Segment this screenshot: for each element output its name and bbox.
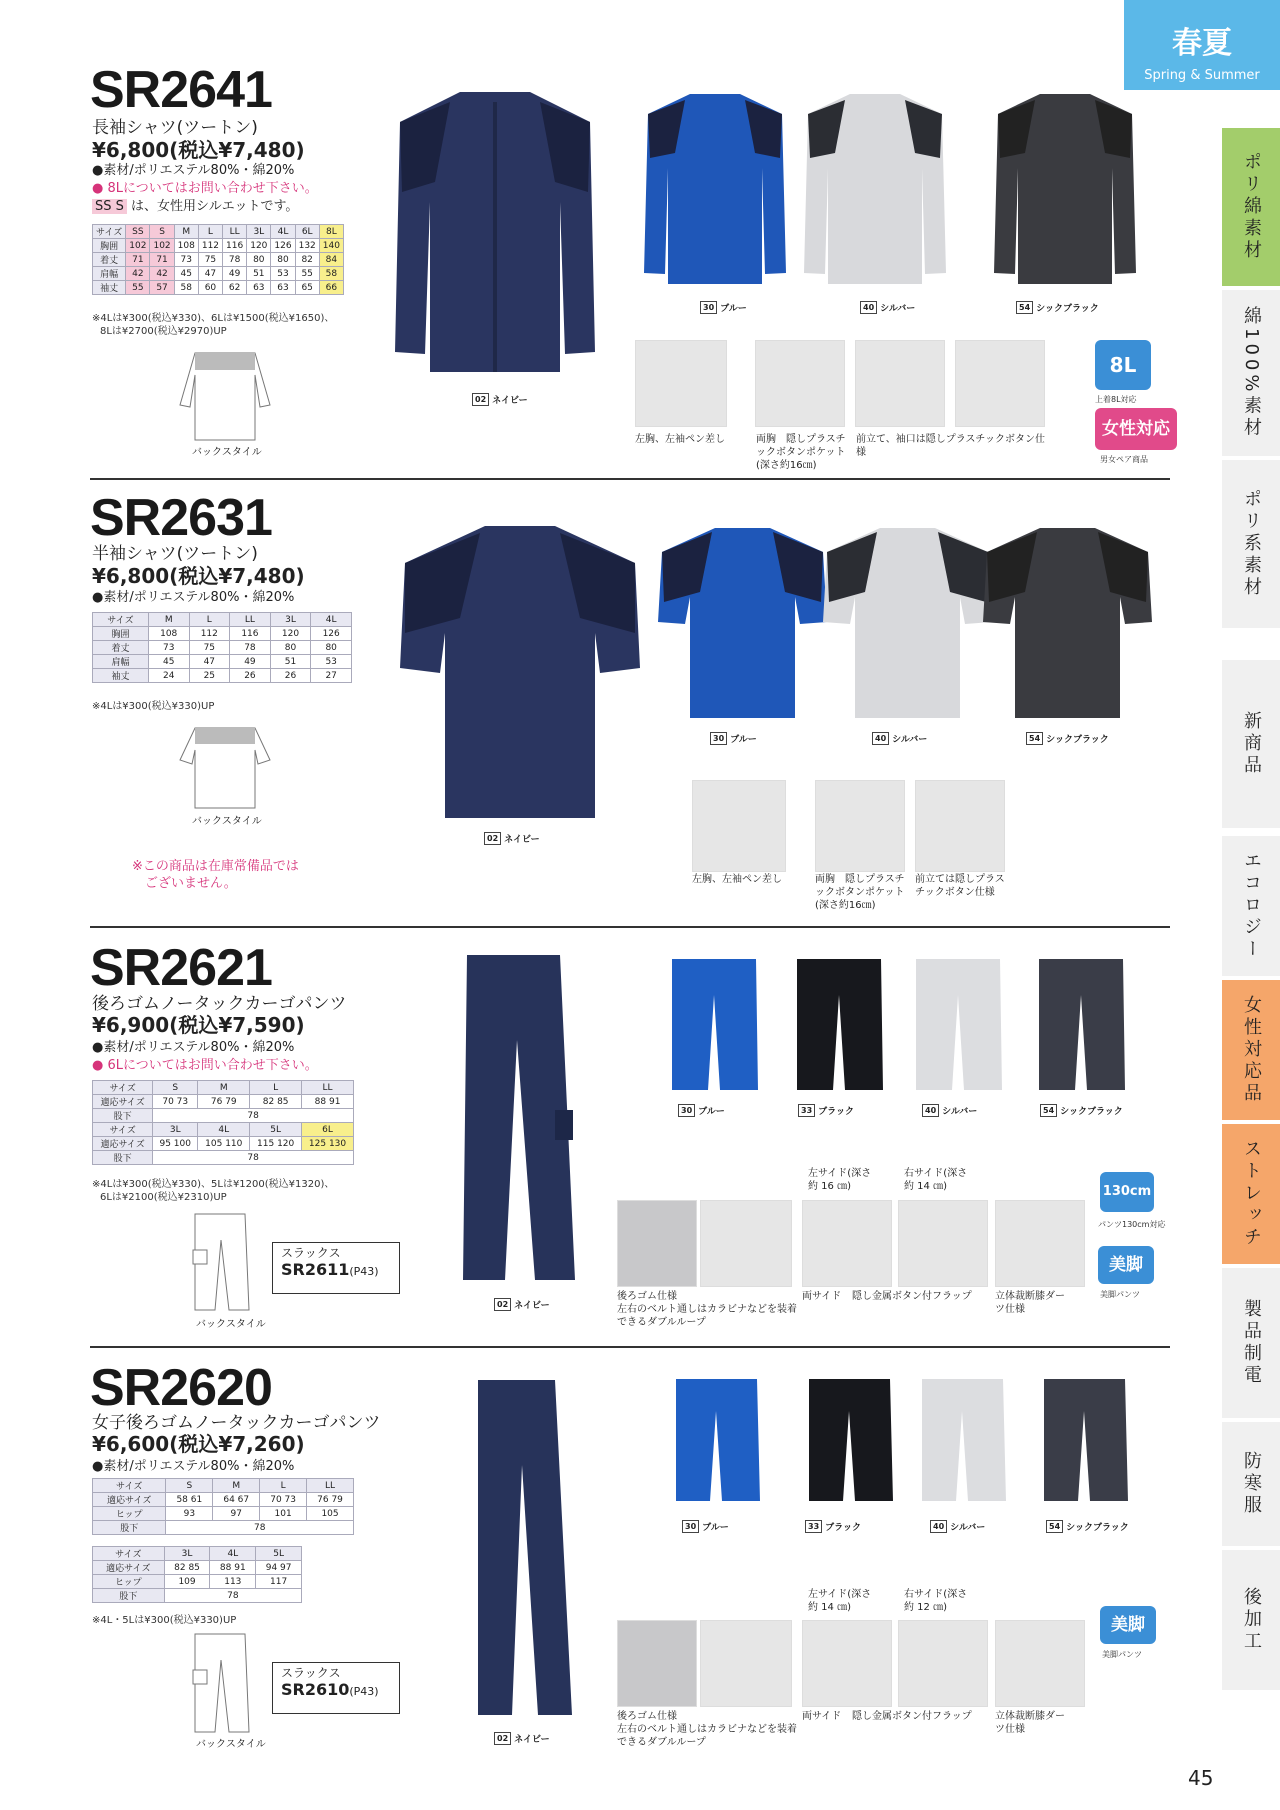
slacks-code-line xyxy=(281,1680,391,1699)
product-name: 後ろゴムノータックカーゴパンツ xyxy=(92,994,347,1014)
badge-bikyaku: 美脚 xyxy=(1100,1606,1156,1644)
slacks-label: スラックス xyxy=(281,1246,341,1260)
badge-130cm: 130cm xyxy=(1100,1172,1154,1212)
badge-8l: 8L xyxy=(1095,340,1151,390)
detail-photo-pen xyxy=(635,340,727,427)
season-en: Spring & Summer xyxy=(1144,68,1260,83)
tab-poly[interactable]: ポリ系素材 xyxy=(1222,460,1280,628)
stock-warning-2: ございません。 xyxy=(145,876,237,891)
season-header xyxy=(1124,0,1280,90)
silver-shirt-image xyxy=(800,88,950,288)
back-style-drawing xyxy=(170,720,280,815)
back-style-drawing xyxy=(170,345,280,445)
color-label-navy: 02 ネイビー xyxy=(472,393,528,406)
tab-poly-cotton[interactable]: ポリ綿素材 xyxy=(1222,128,1280,286)
detail-caption-2: 左右のベルト通しはカラビナなどを装着できるダブルループ xyxy=(617,1724,797,1748)
tab-cotton[interactable]: 綿100%素材 xyxy=(1222,290,1280,456)
page-number: 45 xyxy=(1188,1766,1214,1790)
tab-ecology[interactable]: エコロジー xyxy=(1222,836,1280,976)
product-price: ¥6,600(税込¥7,260) xyxy=(92,1432,305,1456)
detail-photo-rightside xyxy=(898,1200,988,1287)
size-table: サイズ S M L LL 適応サイズ 58 61 64 67 70 73 76 79 ヒップ 93 97 101 105 股下 78 xyxy=(92,1478,354,1535)
black-pants-image xyxy=(793,955,888,1095)
left-side-note: 左サイド(深さ約 14 ㎝) xyxy=(808,1589,872,1613)
badge-8l-note: 上着8L対応 xyxy=(1095,395,1137,404)
color-label-black: 54 シックブラック xyxy=(1016,301,1099,314)
tab-winter[interactable]: 防寒服 xyxy=(1222,1422,1280,1546)
ladies-note xyxy=(92,198,298,215)
detail-photo-knee xyxy=(995,1620,1085,1707)
product-code: SR2631 xyxy=(90,489,272,547)
stock-warning xyxy=(132,858,299,892)
detail-photo-rightside xyxy=(898,1620,988,1707)
price-note-1: ※4Lは¥300(税込¥330)UP xyxy=(92,701,215,712)
left-side-note: 左サイド(深さ約 16 ㎝) xyxy=(808,1168,872,1192)
detail-photo-pen xyxy=(692,780,786,872)
detail-photo-leftside xyxy=(802,1200,892,1287)
size-table: サイズ S M L LL 適応サイズ 70 73 76 79 82 85 88 91 股下 78 サイズ 3L 4L 5L 6L 適応サイズ 95 100 105 110 115 120 125 130 股下 78 xyxy=(92,1080,354,1165)
size-table-large: サイズ 3L 4L 5L 適応サイズ 82 85 88 91 94 97 ヒップ 109 113 117 股下 78 xyxy=(92,1546,302,1603)
detail-photo-elastic xyxy=(617,1620,697,1707)
color-label-blue: 30 ブルー xyxy=(682,1520,729,1533)
detail-caption-3: 前立て、袖口は隠しプラスチックボタン仕様 xyxy=(856,434,1045,458)
ladies-suffix: は、女性用シルエットです。 xyxy=(126,199,299,214)
ladies-sizes: SS S xyxy=(92,199,127,214)
color-label-chicblack: 54 シックブラック xyxy=(1046,1520,1129,1533)
badge-female-note: 男女ペア商品 xyxy=(1100,455,1148,464)
back-style-label: バックスタイル xyxy=(192,447,262,458)
right-side-note: 右サイド(深さ約 14 ㎝) xyxy=(904,1168,968,1192)
color-label-navy: 02 ネイビー xyxy=(494,1732,550,1745)
material: ●素材/ポリエステル80%・綿20% xyxy=(92,163,295,178)
color-label-silver: 40 シルバー xyxy=(922,1104,977,1117)
right-side-note: 右サイド(深さ約 12 ㎝) xyxy=(904,1589,968,1613)
color-label-silver: 40 シルバー xyxy=(930,1520,985,1533)
slacks-page: (P43) xyxy=(349,1265,379,1278)
detail-photo-knee xyxy=(995,1200,1085,1287)
detail-photo-loop xyxy=(700,1200,792,1287)
tab-stretch[interactable]: ストレッチ xyxy=(1222,1124,1280,1264)
slacks-reference[interactable] xyxy=(272,1662,400,1714)
color-label-blue: 30 ブルー xyxy=(710,732,757,745)
detail-photo-cuff xyxy=(955,340,1045,427)
detail-caption-4: 隠し金属ボタン付フラップ xyxy=(852,1291,972,1302)
silver-pants-image xyxy=(912,955,1007,1095)
navy-shirt-image xyxy=(390,82,600,382)
color-label-black: 33 ブラック xyxy=(798,1104,854,1117)
price-note-2: 8Lは¥2700(税込¥2970)UP xyxy=(100,326,227,337)
color-label-chicblack: 54 シックブラック xyxy=(1040,1104,1123,1117)
detail-caption-3: 両サイド xyxy=(802,1711,842,1722)
detail-photo-placket xyxy=(855,340,945,427)
back-style-label: バックスタイル xyxy=(192,816,262,827)
navy-shortsleeve-image xyxy=(390,518,650,823)
slacks-code: SR2611 xyxy=(281,1260,350,1279)
product-name: 長袖シャツ(ツートン) xyxy=(92,118,258,138)
slacks-reference[interactable] xyxy=(272,1242,400,1294)
blue-ladies-pants-image xyxy=(672,1375,764,1505)
detail-caption-5: 立体裁断膝ダーツ仕様 xyxy=(995,1291,1065,1315)
badge-female: 女性対応 xyxy=(1095,408,1177,450)
color-label-navy: 02 ネイビー xyxy=(484,832,540,845)
detail-caption-1: 後ろゴム仕様 xyxy=(617,1291,677,1302)
color-label-silver: 40 シルバー xyxy=(860,301,915,314)
size-table: サイズ SS S M L LL 3L 4L 6L 8L 胸囲 102 102 108 112 116 120 126 132 140 着丈 71 71 73 75 78 80 80 82 84 肩幅 42 42 45 47 49 51 53 55 58 袖丈 55 57 58 60 62 63 63 65 66 xyxy=(92,224,344,295)
back-style-drawing xyxy=(185,1210,255,1315)
detail-caption-3: 両サイド xyxy=(802,1291,842,1302)
blue-shortsleeve-image xyxy=(655,522,830,722)
badge-bikyaku-note: 美脚パンツ xyxy=(1102,1650,1142,1659)
detail-caption-1: 後ろゴム仕様 xyxy=(617,1711,677,1722)
detail-photo-pocket xyxy=(815,780,905,872)
detail-caption-3: 前立ては隠しプラスチックボタン仕様 xyxy=(915,874,1005,898)
black-ladies-pants-image xyxy=(805,1375,897,1505)
back-style-drawing xyxy=(185,1630,255,1738)
product-name: 半袖シャツ(ツートン) xyxy=(92,544,258,564)
detail-photo-placket xyxy=(915,780,1005,872)
slacks-page: (P43) xyxy=(349,1685,379,1698)
badge-130cm-note: パンツ130cm対応 xyxy=(1098,1220,1166,1229)
product-code: SR2641 xyxy=(90,61,272,119)
detail-caption-4: 隠し金属ボタン付フラップ xyxy=(852,1711,972,1722)
size-table: サイズ M L LL 3L 4L 胸囲 108 112 116 120 126 着丈 73 75 78 80 80 肩幅 45 47 49 51 53 袖丈 24 25 26 26 27 xyxy=(92,612,352,683)
product-price: ¥6,800(税込¥7,480) xyxy=(92,564,305,588)
price-note-1: ※4Lは¥300(税込¥330)、6Lは¥1500(税込¥1650)、 xyxy=(92,313,335,324)
product-code: SR2621 xyxy=(90,939,272,997)
material: ●素材/ポリエステル80%・綿20% xyxy=(92,1040,295,1055)
black-shirt-image xyxy=(990,88,1140,288)
back-style-label: バックスタイル xyxy=(196,1319,266,1330)
price-note-2: 6Lは¥2100(税込¥2310)UP xyxy=(100,1192,227,1203)
section-divider xyxy=(90,926,1170,928)
color-label-silver: 40 シルバー xyxy=(872,732,927,745)
detail-caption-5: 立体裁断膝ダーツ仕様 xyxy=(995,1711,1065,1735)
color-label-navy: 02 ネイビー xyxy=(494,1298,550,1311)
blue-shirt-image xyxy=(640,88,790,288)
section-divider xyxy=(90,1346,1170,1348)
price-note-1: ※4Lは¥300(税込¥330)、5Lは¥1200(税込¥1320)、 xyxy=(92,1179,335,1190)
detail-photo-loop xyxy=(700,1620,792,1707)
detail-caption-2: 両胸 隠しプラスチックボタンポケット(深さ約16㎝) xyxy=(815,874,905,911)
product-name: 女子後ろゴムノータックカーゴパンツ xyxy=(92,1413,381,1433)
tab-antistatic[interactable]: 製品制電 xyxy=(1222,1268,1280,1418)
price-note-1: ※4L・5Lは¥300(税込¥330)UP xyxy=(92,1615,237,1626)
season-jp: 春夏 xyxy=(1172,26,1232,61)
stock-warning-1: ※この商品は在庫常備品では xyxy=(132,859,299,874)
silver-ladies-pants-image xyxy=(918,1375,1010,1505)
back-style-label: バックスタイル xyxy=(196,1739,266,1750)
material: ●素材/ポリエステル80%・綿20% xyxy=(92,1459,295,1474)
silver-shortsleeve-image xyxy=(820,522,995,722)
section-divider xyxy=(90,478,1170,480)
badge-bikyaku: 美脚 xyxy=(1098,1246,1154,1284)
color-label-black: 33 ブラック xyxy=(805,1520,861,1533)
black-shortsleeve-image xyxy=(980,522,1155,722)
chicblack-pants-image xyxy=(1035,955,1130,1095)
material: ●素材/ポリエステル80%・綿20% xyxy=(92,590,295,605)
navy-pants-image xyxy=(455,950,580,1290)
detail-caption-2: 両胸 隠しプラスチックボタンポケット(深さ約16㎝) xyxy=(756,434,846,471)
tab-new[interactable]: 新商品 xyxy=(1222,660,1280,828)
inquiry-note: ● 8Lについてはお問い合わせ下さい。 xyxy=(92,181,318,196)
detail-caption-1: 左胸、左袖ペン差し xyxy=(692,874,782,885)
detail-photo-pocket xyxy=(755,340,845,427)
color-label-blue: 30 ブルー xyxy=(678,1104,725,1117)
blue-pants-image xyxy=(668,955,763,1095)
slacks-code-line xyxy=(281,1260,391,1279)
chicblack-ladies-pants-image xyxy=(1040,1375,1132,1505)
slacks-code: SR2610 xyxy=(281,1680,350,1699)
slacks-label: スラックス xyxy=(281,1666,341,1680)
badge-bikyaku-note: 美脚パンツ xyxy=(1100,1290,1140,1299)
product-price: ¥6,800(税込¥7,480) xyxy=(92,138,305,162)
tab-post-process[interactable]: 後加工 xyxy=(1222,1550,1280,1690)
color-label-blue: 30 ブルー xyxy=(700,301,747,314)
detail-caption-2: 左右のベルト通しはカラビナなどを装着できるダブルループ xyxy=(617,1304,797,1328)
navy-ladies-pants-image xyxy=(470,1375,580,1725)
tab-female[interactable]: 女性対応品 xyxy=(1222,980,1280,1120)
product-code: SR2620 xyxy=(90,1359,272,1417)
product-price: ¥6,900(税込¥7,590) xyxy=(92,1013,305,1037)
detail-photo-leftside xyxy=(802,1620,892,1707)
detail-photo-elastic xyxy=(617,1200,697,1287)
detail-caption-1: 左胸、左袖ペン差し xyxy=(635,434,725,445)
inquiry-note: ● 6Lについてはお問い合わせ下さい。 xyxy=(92,1058,318,1073)
color-label-black: 54 シックブラック xyxy=(1026,732,1109,745)
